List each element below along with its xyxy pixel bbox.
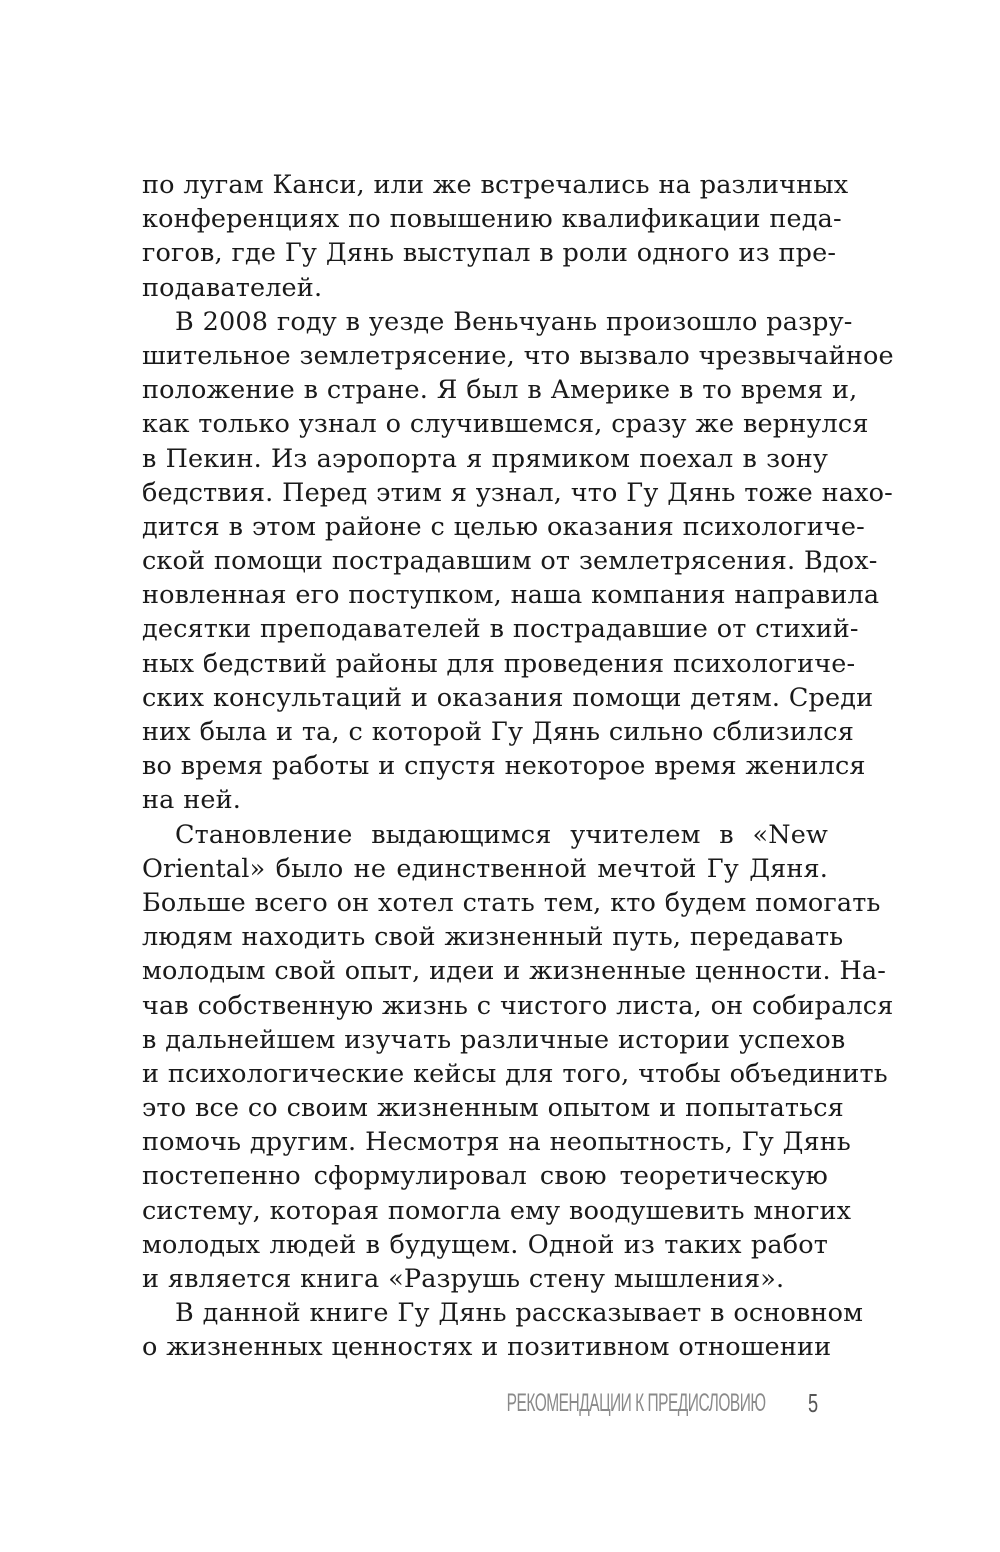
text-line: В данной книге Гу Дянь рассказывает в основном: [175, 1298, 864, 1329]
text-line: о жизненных ценностях и позитивном отношении: [142, 1332, 832, 1363]
text-line: Oriental» было не единственной мечтой Гу Дяня.: [142, 853, 828, 884]
paragraph-continuation: [142, 168, 849, 305]
text-line: дится в этом районе с целью оказания психологиче-: [142, 511, 865, 542]
text-line: ской помощи пострадавшим от землетрясения. Вдох-: [142, 546, 878, 577]
text-line: бедствия. Перед этим я узнал, что Гу Дянь тоже нахо-: [142, 477, 893, 508]
text-line: них была и та, с которой Гу Дянь сильно сблизился: [142, 717, 854, 747]
paragraph-new-oriental: [142, 818, 894, 1297]
text-line: новленная его поступком, наша компания направила: [142, 580, 880, 611]
text-line: Становление выдающимся учителем в «New: [175, 819, 828, 850]
text-line: в дальнейшем изучать различные истории успехов: [142, 1024, 846, 1055]
text-line: положение в стране. Я был в Америке в то время и,: [142, 375, 858, 406]
text-line: помочь другим. Несмотря на неопытность, Гу Дянь: [142, 1127, 851, 1158]
text-line: ных бедствий районы для проведения психологиче-: [142, 648, 856, 679]
running-head: РЕКОМЕНДАЦИИ К ПРЕДИСЛОВИЮ: [507, 1389, 766, 1417]
text-line: и психологические кейсы для того, чтобы объединить: [142, 1058, 888, 1089]
text-line: молодым свой опыт, идеи и жизненные ценности. На-: [142, 956, 886, 987]
text-line: десятки преподавателей в пострадавшие от стихий-: [142, 614, 859, 645]
paragraph-book-summary: [142, 1296, 864, 1364]
page-number: 5: [808, 1388, 819, 1418]
text-line: постепенно сформулировал свою теоретическую: [142, 1161, 828, 1192]
text-line: Больше всего он хотел стать тем, кто будем помогать: [142, 887, 881, 918]
text-line: шительное землетрясение, что вызвало чрезвычайное: [142, 340, 894, 371]
text-line: молодых людей в будущем. Одной из таких работ: [142, 1229, 828, 1260]
text-line: людям находить свой жизненный путь, передавать: [142, 922, 844, 953]
text-line: систему, которая помогла ему воодушевить многих: [142, 1195, 852, 1226]
text-line: во время работы и спустя некоторое время женился: [142, 751, 866, 782]
page-footer: [0, 1386, 1000, 1426]
paragraph-earthquake: [142, 305, 894, 818]
text-line: на ней.: [142, 785, 242, 816]
text-line: подавателей.: [142, 272, 323, 303]
text-line: по лугам Канси, или же встречались на различных: [142, 170, 849, 200]
text-line: гогов, где Гу Дянь выступал в роли одного из пре-: [142, 238, 837, 269]
text-line: чав собственную жизнь с чистого листа, он собирался: [142, 990, 894, 1021]
text-line: как только узнал о случившемся, сразу же вернулся: [142, 409, 869, 440]
text-line: В 2008 году в уезде Веньчуань произошло разру-: [175, 306, 853, 337]
text-line: это все со своим жизненным опытом и попытаться: [142, 1093, 844, 1124]
body-text: [142, 168, 894, 1365]
text-line: и является книга «Разрушь стену мышления».: [142, 1264, 785, 1294]
text-line: в Пекин. Из аэропорта я прямиком поехал в зону: [142, 443, 828, 474]
text-line: конференциях по повышению квалификации педа-: [142, 204, 842, 235]
text-line: ских консультаций и оказания помощи детям. Среди: [142, 682, 874, 713]
